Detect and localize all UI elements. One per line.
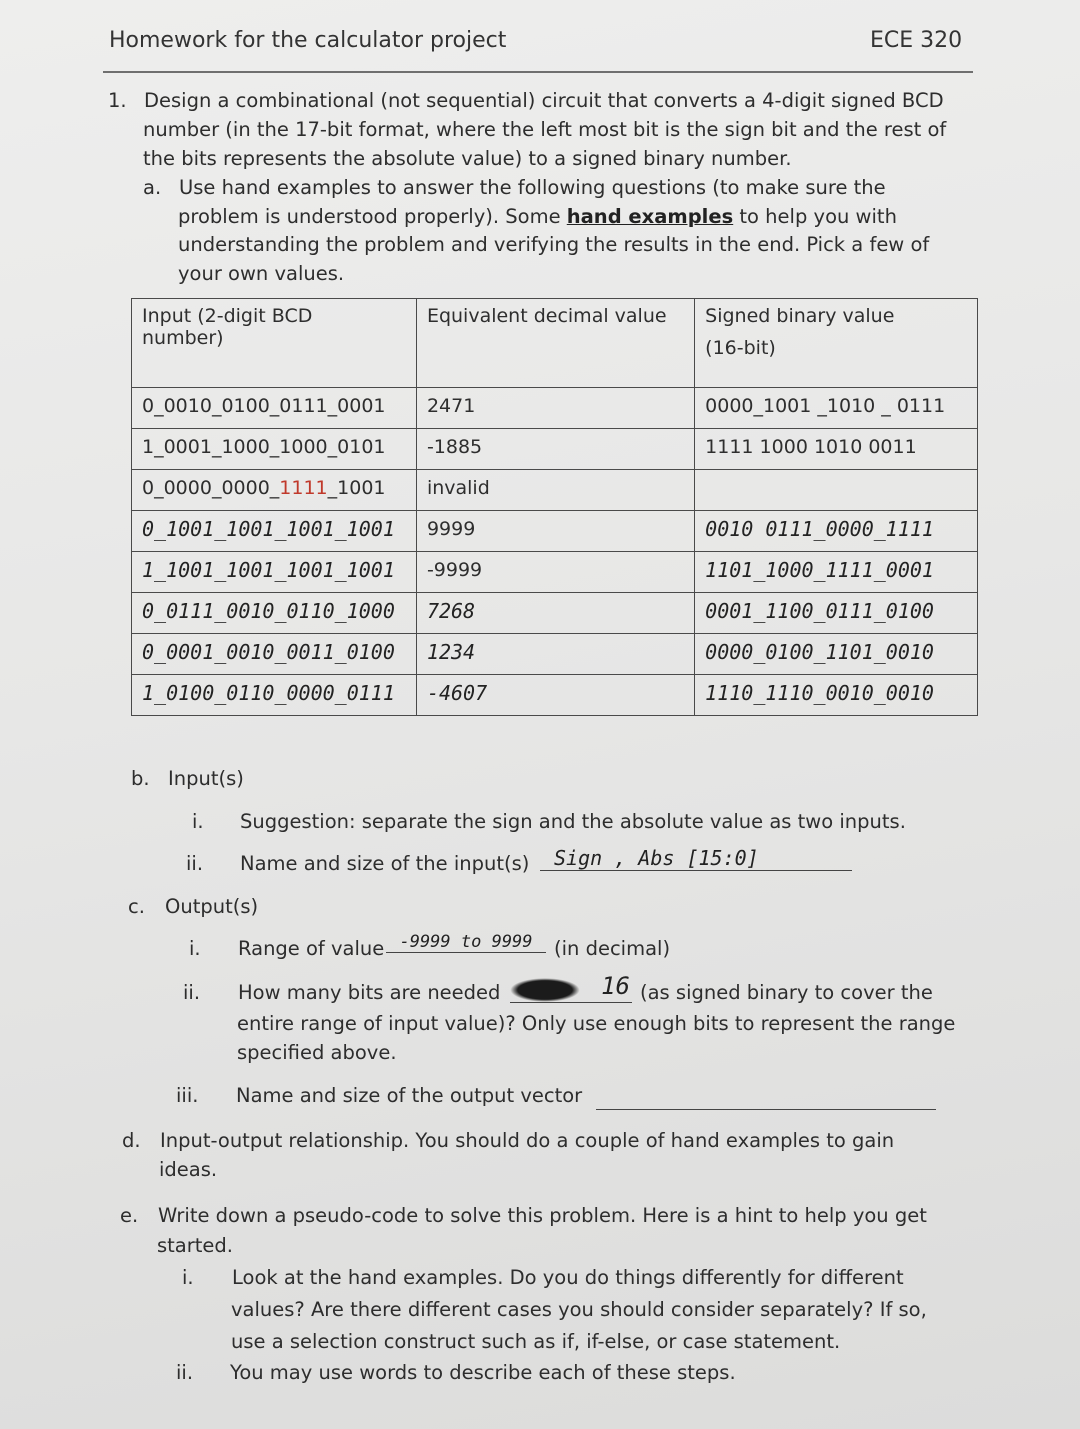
qe-i-line-3: use a selection construct such as if, if-else, or case statement. <box>231 1330 841 1353</box>
cell-input: 0_0001_0010_0011_0100 <box>132 634 417 675</box>
cell-decimal: 7268 <box>416 593 694 634</box>
q1-line-1: Design a combinational (not sequential) circuit that converts a 4-digit signed BCD <box>144 89 944 112</box>
cell-input: 0_0010_0100_0111_0001 <box>132 388 417 429</box>
qc-i-post: (in decimal) <box>554 937 671 960</box>
qc-ii-pre: How many bits are needed <box>238 981 501 1004</box>
bits-answer: 16 <box>601 972 630 1000</box>
cell-input: 0_0111_0010_0110_1000 <box>132 593 417 634</box>
table-row-handwritten <box>132 593 978 634</box>
qc-label: c. <box>128 895 145 918</box>
qe-line-1: Write down a pseudo-code to solve this problem. Here is a hint to help you get <box>158 1204 927 1227</box>
course-code: ECE 320 <box>870 28 963 53</box>
cell-binary: 0000_0100_1101_0010 <box>695 634 978 675</box>
q1-number: 1. <box>108 89 127 112</box>
cell-binary: 0000_1001 _1010 _ 0111 <box>695 388 978 429</box>
qe-ii-num: ii. <box>176 1361 194 1384</box>
qe-label: e. <box>120 1204 139 1227</box>
qc-iii-num: iii. <box>176 1084 199 1107</box>
scribble-mark <box>510 978 580 1002</box>
header-binary: Signed binary value (16-bit) <box>695 299 978 388</box>
qa-line-2 <box>178 205 897 228</box>
qb-title: Input(s) <box>168 767 244 790</box>
cell-binary: 1111 1000 1010 0011 <box>695 429 978 470</box>
bits-answer-line <box>510 972 632 1003</box>
cell-binary: 1101_1000_1111_0001 <box>695 552 978 593</box>
cell-binary: 0001_1100_0111_0100 <box>695 593 978 634</box>
cell-decimal: -9999 <box>416 552 694 593</box>
table-row-handwritten <box>132 552 978 593</box>
qe-i-line-2: values? Are there different cases you should consider separately? If so, <box>231 1298 927 1321</box>
header-input: Input (2-digit BCD number) <box>132 299 417 388</box>
qa-line-4: your own values. <box>178 262 345 285</box>
qa-line-1: Use hand examples to answer the following questions (to make sure the <box>179 176 886 199</box>
qc-ii-line-2: entire range of input value)? Only use enough bits to represent the range <box>237 1012 956 1035</box>
cell-binary: 1110_1110_0010_0010 <box>695 675 978 716</box>
cell-input: 1_0100_0110_0000_0111 <box>132 675 417 716</box>
qa-line-2-pre: problem is understood properly). Some <box>178 205 567 228</box>
qa-label: a. <box>143 176 162 199</box>
table-row-handwritten <box>132 675 978 716</box>
table-row <box>132 429 978 470</box>
qa-line-2-post: to help you with <box>733 205 897 228</box>
cell-binary: 0010 0111_0000_1111 <box>695 511 978 552</box>
table-row-handwritten <box>132 511 978 552</box>
q1-line-3: the bits represents the absolute value) to a signed binary number. <box>143 147 792 170</box>
qe-i-num: i. <box>182 1266 194 1289</box>
cell-decimal: 2471 <box>416 388 694 429</box>
range-answer: -9999 to 9999 <box>386 932 546 953</box>
q1-line-2: number (in the 17-bit format, where the left most bit is the sign bit and the rest of <box>143 118 947 141</box>
table-header-row <box>132 299 978 388</box>
qc-title: Output(s) <box>165 895 259 918</box>
cell-decimal: 9999 <box>416 511 694 552</box>
conversion-table <box>131 298 978 716</box>
output-vector-answer-line[interactable] <box>596 1109 936 1110</box>
cell-input: 1_1001_1001_1001_1001 <box>132 552 417 593</box>
input-names-answer: Sign , Abs [15:0] <box>540 846 852 871</box>
qe-ii-line-1: You may use words to describe each of these steps. <box>230 1361 736 1384</box>
cell-input: 0_1001_1001_1001_1001 <box>132 511 417 552</box>
cell-decimal: -4607 <box>416 675 694 716</box>
doc-title: Homework for the calculator project <box>109 28 507 53</box>
qc-ii-num: ii. <box>183 981 201 1004</box>
qb-label: b. <box>131 767 150 790</box>
qd-label: d. <box>122 1129 141 1152</box>
qe-i-line-1: Look at the hand examples. Do you do things differently for different <box>232 1266 904 1289</box>
qb-i-text: Suggestion: separate the sign and the absolute value as two inputs. <box>240 810 906 833</box>
cell-decimal: -1885 <box>416 429 694 470</box>
qc-i-pre: Range of value <box>238 937 385 960</box>
cell-binary <box>695 470 978 511</box>
qc-ii-line-3: specified above. <box>237 1041 397 1064</box>
qc-ii-post: (as signed binary to cover the <box>640 981 933 1004</box>
qc-iii-text: Name and size of the output vector <box>236 1084 583 1107</box>
invalid-digit: 1111 <box>279 477 328 499</box>
qd-line-1: Input-output relationship. You should do a couple of hand examples to gain <box>160 1129 895 1152</box>
qe-line-2: started. <box>157 1234 233 1257</box>
qd-line-2: ideas. <box>159 1158 218 1181</box>
qb-ii-num: ii. <box>186 852 204 875</box>
table-row <box>132 470 978 511</box>
cell-decimal: invalid <box>416 470 694 511</box>
table-row <box>132 388 978 429</box>
cell-decimal: 1234 <box>416 634 694 675</box>
cell-input: 0_0000_0000_1111_1001 <box>132 470 417 511</box>
qa-line-3: understanding the problem and verifying the results in the end. Pick a few of <box>178 233 930 256</box>
header-decimal: Equivalent decimal value <box>416 299 694 388</box>
cell-input: 1_0001_1000_1000_0101 <box>132 429 417 470</box>
table-row-handwritten <box>132 634 978 675</box>
qb-ii-text: Name and size of the input(s) <box>240 852 530 875</box>
header-divider <box>103 71 973 73</box>
qb-i-num: i. <box>192 810 204 833</box>
qc-i-num: i. <box>189 937 201 960</box>
hand-examples-link[interactable]: hand examples <box>566 205 734 228</box>
